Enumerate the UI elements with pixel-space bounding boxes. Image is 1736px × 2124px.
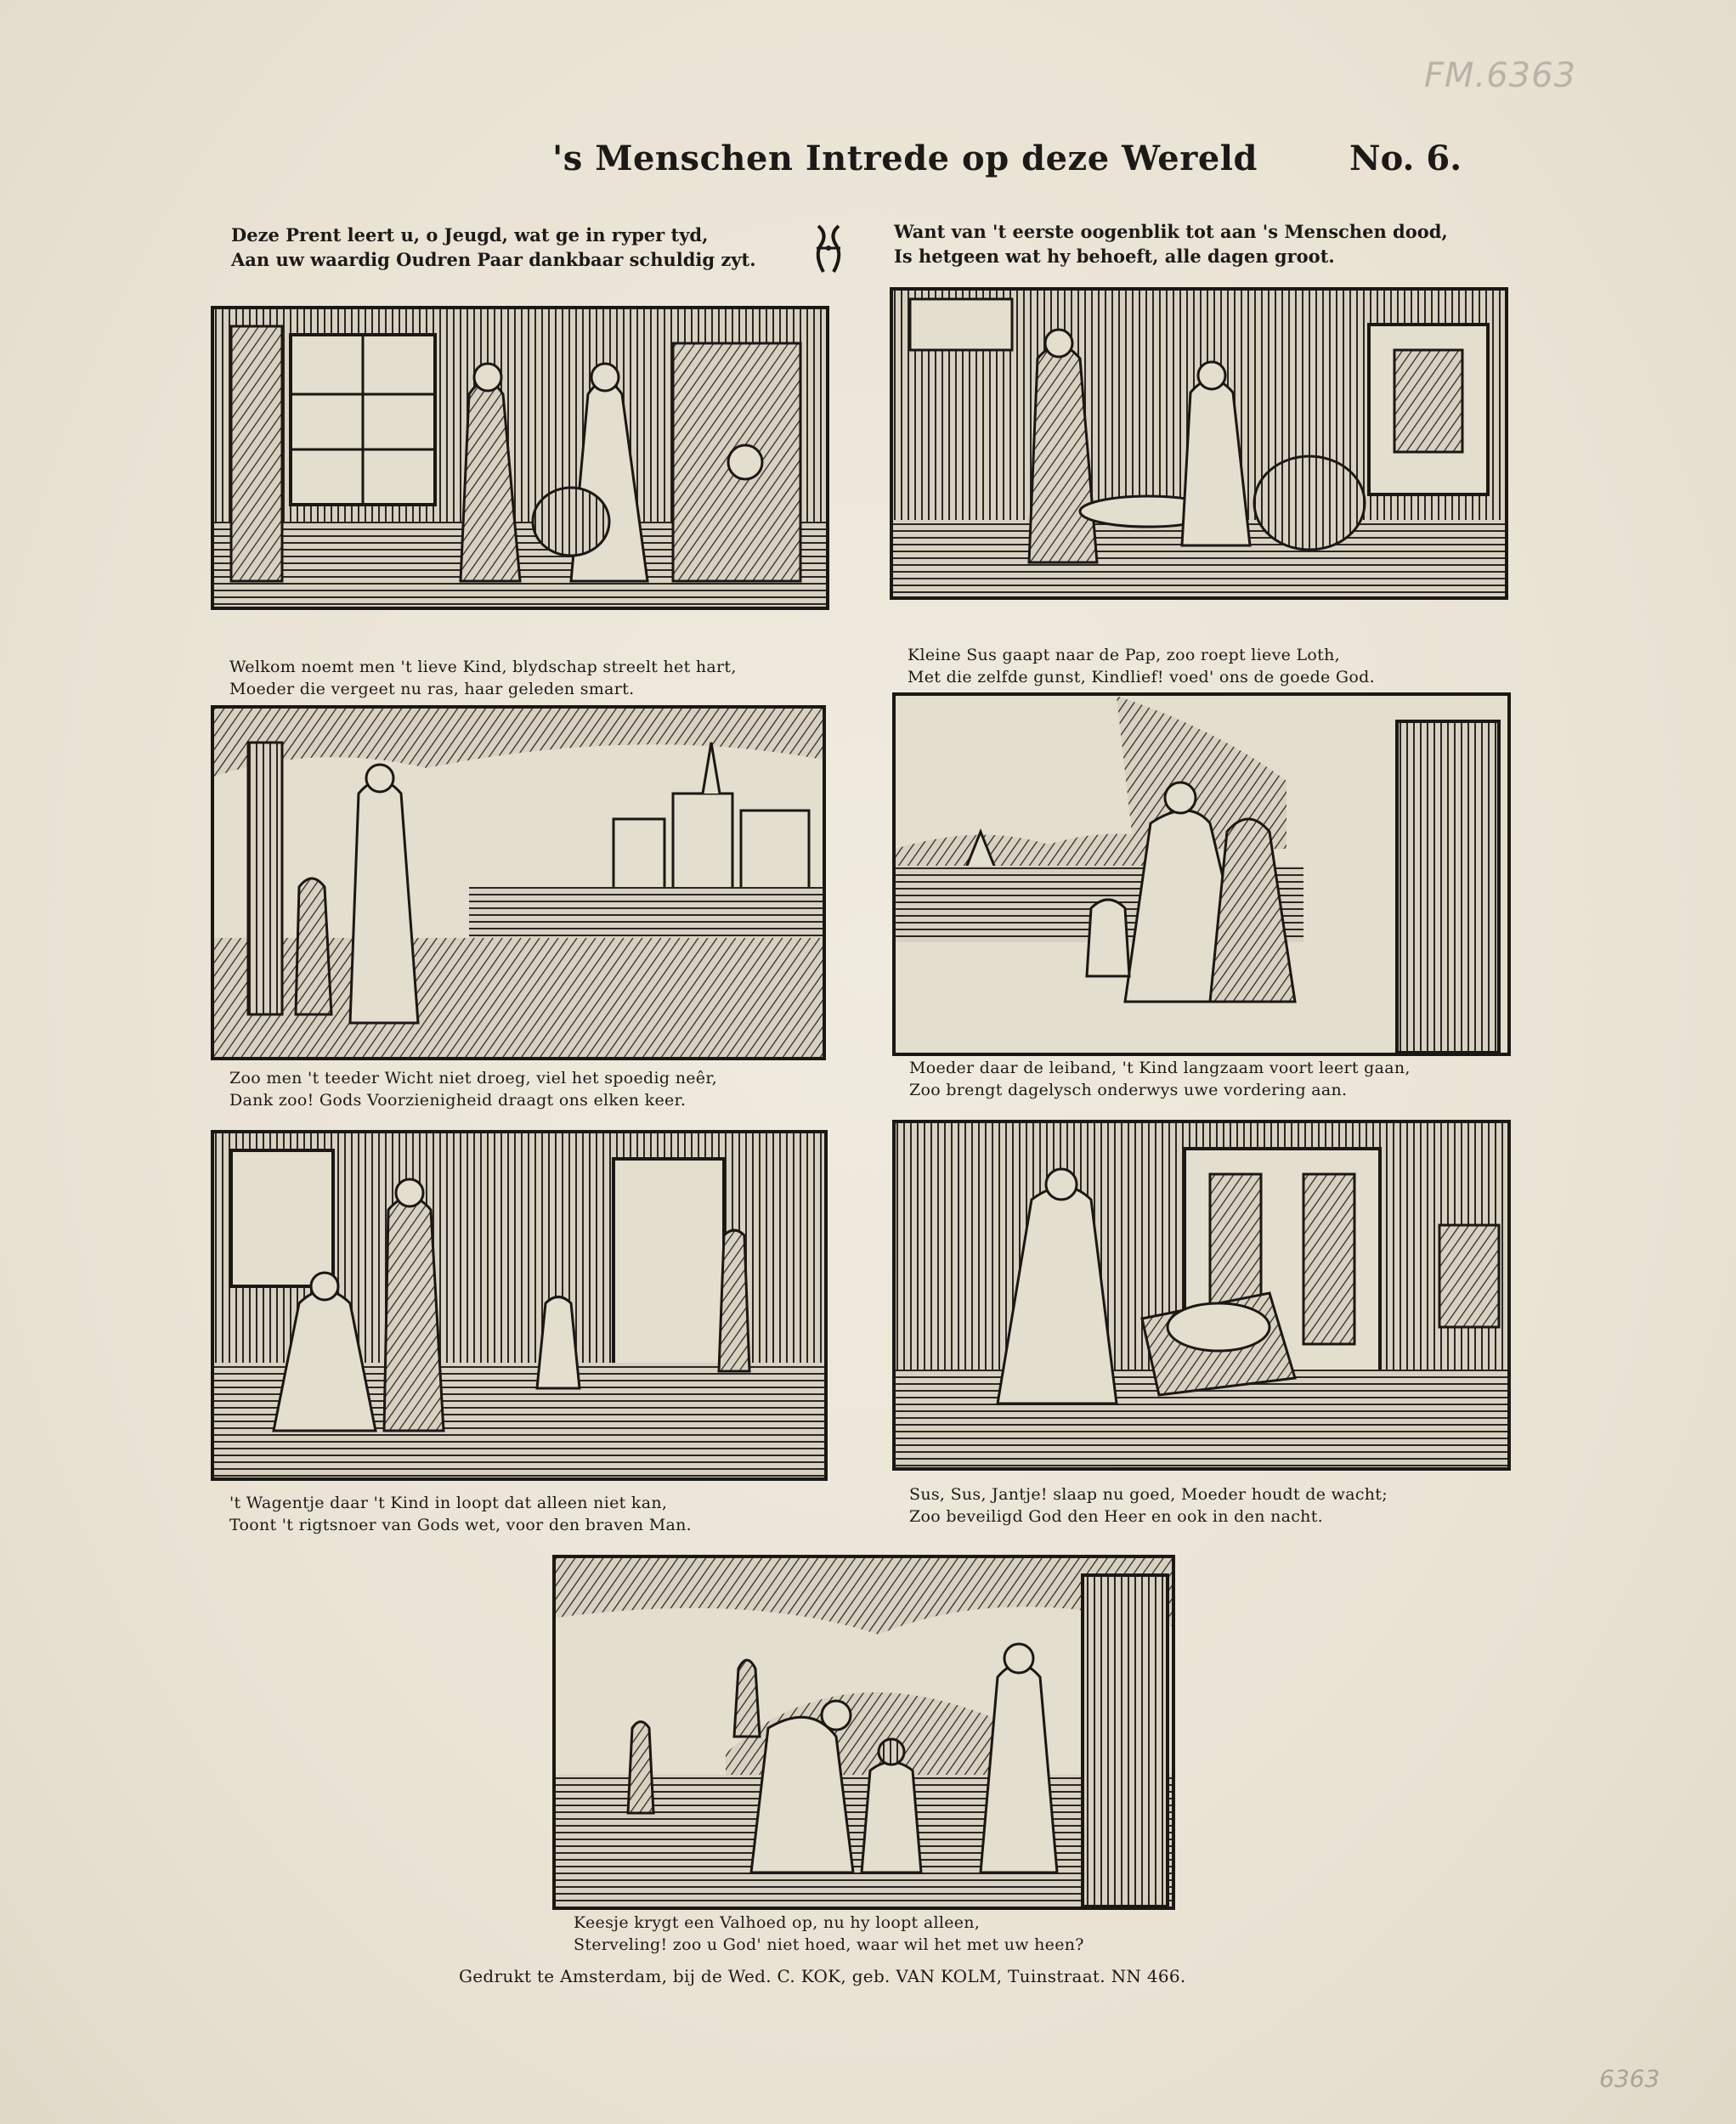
woodcut-panel-leading-strings [892,692,1511,1056]
intro-left-line-1: Deze Prent leert u, o Jeugd, wat ge in ryper tyd, [231,224,709,246]
caption-line: Kleine Sus gaapt naar de Pap, zoo roept lieve Loth, [908,646,1340,664]
caption-line: Zoo brengt dagelysch onderwys uwe vordering aan. [909,1081,1348,1099]
caption-leading-strings [909,1057,1411,1101]
caption-line: Moeder daar de leiband, 't Kind langzaam voort leert gaan, [909,1059,1411,1077]
intro-right-line-2: Is hetgeen wat hy behoeft, alle dagen groot. [894,246,1335,267]
caption-cradle [909,1483,1388,1528]
woodcut-panel-carrying [211,705,826,1060]
caption-line: Met die zelfde gunst, Kindlief! voed' ons de goede God. [908,668,1375,686]
caption-line: Moeder die vergeet nu ras, haar geleden smart. [229,680,635,698]
intro-left-line-2: Aan uw waardig Oudren Paar dankbaar schuldig zyt. [231,249,756,270]
woodcut-panel-padded-hat [552,1555,1175,1910]
caption-feeding [908,644,1375,688]
caption-padded-hat [574,1912,1084,1956]
caption-line: Welkom noemt men 't lieve Kind, blydschap streelt het hart, [229,658,737,676]
sheet-title: 's Menschen Intrede op deze Wereld [552,138,1258,178]
corner-mark: 6363 [1599,2065,1660,2093]
caption-birth [229,656,737,700]
sheet-number: No. 6. [1349,138,1462,178]
intro-verse-right [894,219,1448,268]
caption-line: Keesje krygt een Valhoed op, nu hy loopt alleen, [574,1913,981,1932]
caption-line: Zoo men 't teeder Wicht niet droeg, viel het spoedig neêr, [229,1069,717,1087]
caption-line: Dank zoo! Gods Voorzienigheid draagt ons elken keer. [229,1091,687,1110]
intro-verse-left [231,223,756,272]
caption-line: Toont 't rigtsnoer van Gods wet, voor den braven Man. [229,1516,692,1534]
caption-line: Sus, Sus, Jantje! slaap nu goed, Moeder houdt de wacht; [909,1485,1388,1504]
caption-carrying [229,1067,717,1111]
printer-imprint: Gedrukt te Amsterdam, bij de Wed. C. KOK, geb. VAN KOLM, Tuinstraat. NN 466. [459,1966,1186,1986]
ornament-icon [811,223,845,275]
woodcut-panel-cradle [892,1120,1511,1471]
woodcut-panel-walking-cart [211,1130,828,1481]
woodcut-panel-birth [211,306,829,610]
woodcut-panel-feeding [890,287,1508,600]
caption-walking-cart [229,1492,692,1536]
caption-line: 't Wagentje daar 't Kind in loopt dat alleen niet kan, [229,1494,668,1512]
caption-line: Zoo beveiligd God den Heer en ook in den nacht. [909,1507,1323,1526]
caption-line: Sterveling! zoo u God' niet hoed, waar wil het met uw heen? [574,1935,1084,1954]
intro-right-line-1: Want van 't eerste oogenblik tot aan 's Menschen dood, [894,221,1448,242]
catalog-mark: FM.6363 [1424,56,1577,95]
